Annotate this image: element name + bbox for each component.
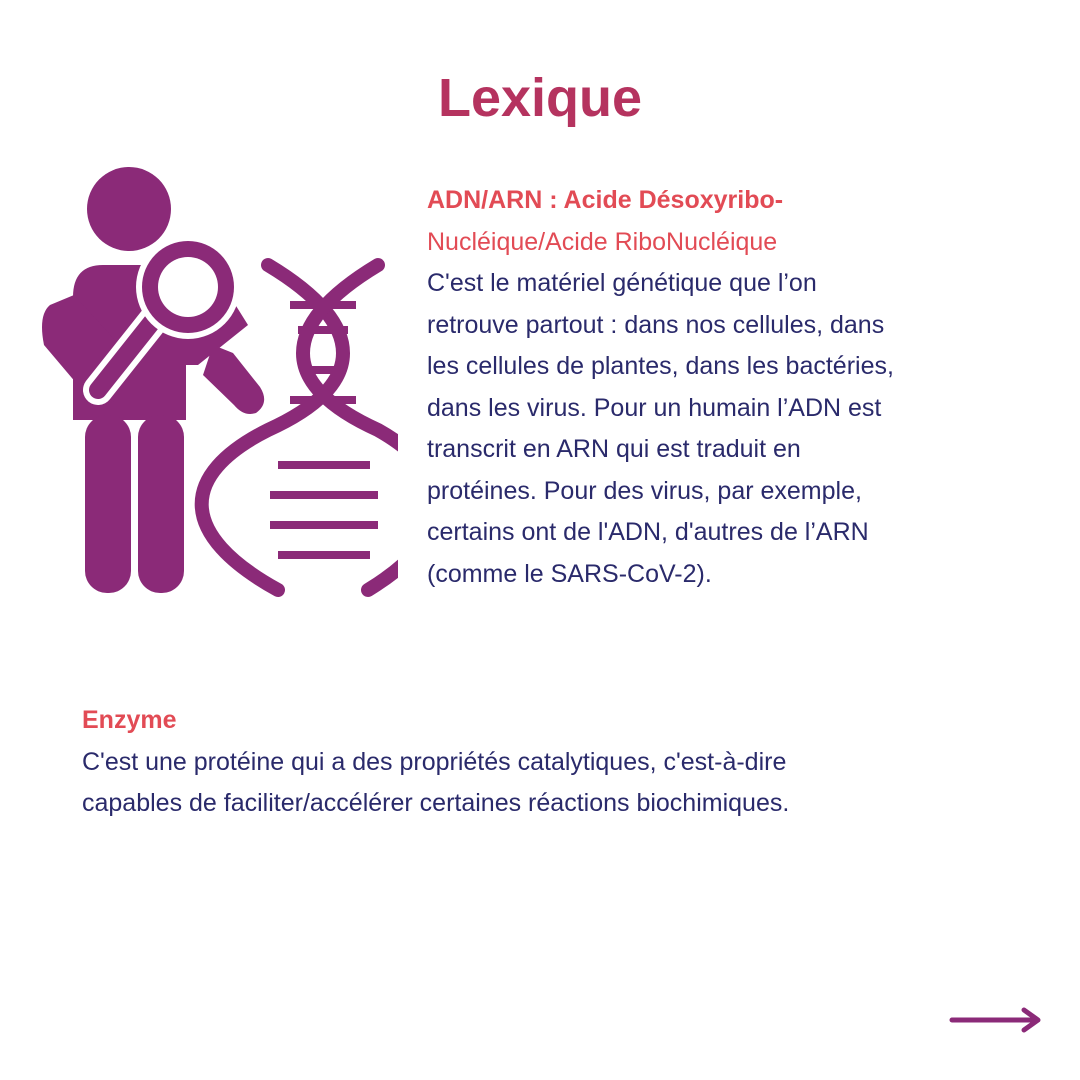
definition-line: C'est une protéine qui a des propriétés catalytiques, c'est-à-dire (82, 747, 787, 776)
definition-line: retrouve partout : dans nos cellules, dans (427, 310, 885, 339)
definition-line: les cellules de plantes, dans les bactéries, (427, 352, 894, 380)
definition-line: capables de faciliter/accélérer certaines réactions biochimiques. (82, 789, 790, 817)
term-heading: Enzyme (82, 706, 177, 734)
definition-line: certains ont de l'ADN, d'autres de l’ARN (427, 518, 869, 546)
arrow-right-icon[interactable] (948, 1005, 1044, 1035)
definition-line: C'est le matériel génétique que l’on (427, 269, 817, 297)
definition-adn-arn (427, 180, 1047, 595)
definition-line: protéines. Pour des virus, par exemple, (427, 476, 862, 505)
person-with-magnifier-and-dna-icon (38, 165, 398, 605)
page-title: Lexique (437, 68, 643, 128)
definition-line: (comme le SARS-CoV-2). (427, 559, 712, 588)
definition-line: dans les virus. Pour un humain l’ADN est (427, 393, 882, 422)
definition-line: transcrit en ARN qui est traduit en (427, 435, 801, 463)
term-heading: ADN/ARN : Acide Désoxyribo- (427, 186, 784, 214)
definition-enzyme (82, 700, 1042, 825)
term-heading-continued: Nucléique/Acide RiboNucléique (427, 227, 778, 256)
